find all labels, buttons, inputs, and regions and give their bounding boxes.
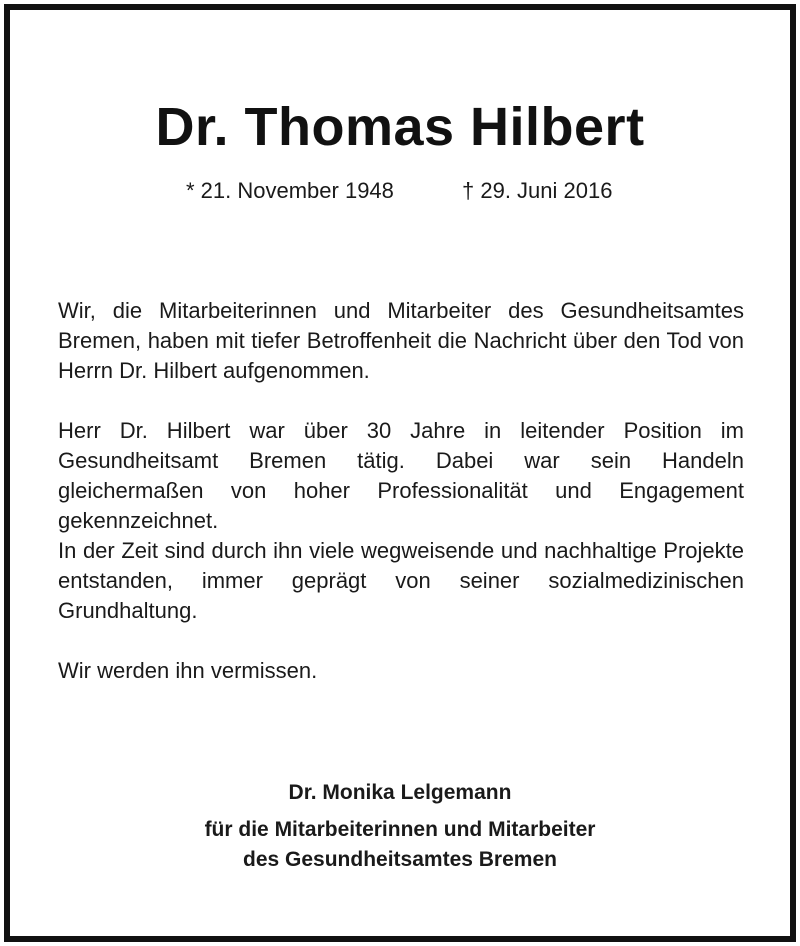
signatory-affiliation — [0, 815, 800, 875]
paragraph-career: Herr Dr. Hilbert war über 30 Jahre in leitender Position im Gesundheitsamt Bremen tätig. Dabei war sein Handeln gleichermaßen von hoher Professionalität und Engagement gekennzeichnet. — [58, 418, 744, 533]
paragraph-projects: In der Zeit sind durch ihn viele wegweisende und nachhaltige Projekte entstanden, immer geprägt von seiner sozialmedizinischen Grundhaltung. — [58, 538, 744, 623]
death-date: † 29. Juni 2016 — [462, 178, 613, 203]
birth-date: * 21. November 1948 — [186, 178, 394, 203]
signatory-line-1: für die Mitarbeiterinnen und Mitarbeiter — [204, 818, 596, 841]
signatory-name: Dr. Monika Lelgemann — [288, 781, 512, 804]
paragraph-closing: Wir werden ihn vermissen. — [58, 658, 318, 683]
paragraph-condolence: Wir, die Mitarbeiterinnen und Mitarbeiter des Gesundheitsamtes Bremen, haben mit tiefer Betroffenheit die Nachricht über den Tod von Herrn Dr. Hilbert aufgenommen. — [58, 298, 744, 383]
signatory-line-2: des Gesundheitsamtes Bremen — [243, 848, 557, 871]
deceased-name: Dr. Thomas Hilbert — [155, 97, 645, 157]
